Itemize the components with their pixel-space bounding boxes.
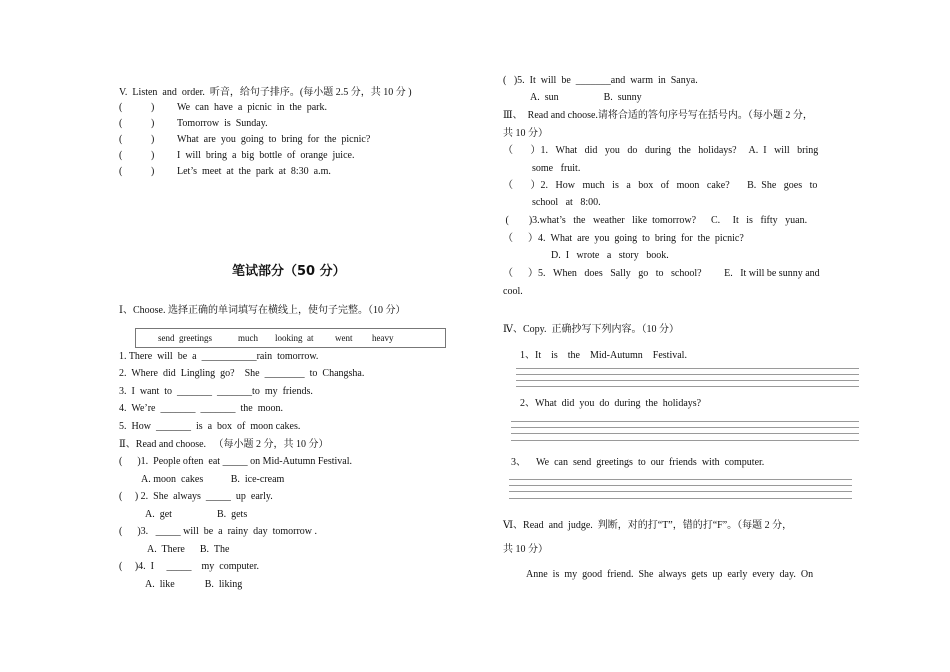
- mc-question: ( )5. It will be _______and warm in Sanya.: [503, 75, 698, 86]
- answer-paren-close: ): [151, 102, 155, 113]
- mc-options: A. sun B. sunny: [530, 92, 642, 103]
- fill-in-question: 1. There will be a ___________rain tomorrow.: [119, 351, 319, 362]
- list-item: Tomorrow is Sunday.: [177, 118, 268, 129]
- judge-heading-score: 共 10 分）: [503, 544, 548, 555]
- copy-sentence: 1、It is the Mid-Autumn Festival.: [520, 350, 687, 361]
- match-line: （ ）2. How much is a box of moon cake? B. She goes to: [503, 180, 818, 191]
- match-line: some fruit.: [532, 163, 581, 174]
- answer-paren-close: ): [151, 150, 155, 161]
- copy-sentence: 2、What did you do during the holidays?: [520, 398, 702, 409]
- word-bank: [135, 328, 446, 348]
- answer-paren-open: (: [119, 118, 123, 129]
- fill-in-question: 3. I want to _______ _______to my friends.: [119, 386, 313, 397]
- writing-line[interactable]: [516, 374, 859, 375]
- fill-in-question: 2. Where did Lingling go? She ________ to Changsha.: [119, 368, 365, 379]
- match-line: D. I wrote a story book.: [551, 250, 669, 261]
- list-item: Let’s meet at the park at 8:30 a.m.: [177, 166, 331, 177]
- match-heading-score: 共 10 分）: [503, 128, 548, 139]
- writing-line[interactable]: [511, 421, 859, 422]
- match-line: school at 8:00.: [532, 197, 601, 208]
- answer-paren-open: (: [119, 134, 123, 145]
- word-bank-item: heavy: [372, 333, 394, 343]
- copy-heading: Ⅳ、Copy. 正确抄写下列内容。（10 分）: [503, 324, 680, 335]
- listen-order-heading: V. Listen and order. 听音，给句子排序。(每小题 2.5 分，共 10 分 ): [119, 87, 412, 98]
- word-bank-item: looking at: [275, 333, 314, 343]
- fill-in-question: 5. How _______ is a box of moon cakes.: [119, 421, 301, 432]
- mc-question: ( )1. People often eat _____ on Mid-Autumn Festival.: [119, 456, 353, 467]
- mc-question: ( )4. I _____ my computer.: [119, 561, 259, 572]
- writing-line[interactable]: [509, 498, 852, 499]
- writing-line[interactable]: [509, 479, 852, 480]
- judge-heading: Ⅵ、Read and judge. 判断，对的打“T”，错的打“F”。（每题 2 分，: [503, 520, 793, 531]
- writing-line[interactable]: [516, 368, 859, 369]
- mc-options: A. get B. gets: [145, 509, 248, 520]
- writing-line[interactable]: [511, 427, 859, 428]
- answer-paren-close: ): [151, 118, 155, 129]
- writing-line[interactable]: [511, 440, 859, 441]
- mc-options: A. There B. The: [147, 544, 230, 555]
- match-line: （ ）1. What did you do during the holidays? A. I will bring: [503, 145, 819, 156]
- reading-passage: Anne is my good friend. She always gets up early every day. On: [526, 569, 814, 580]
- answer-paren-open: (: [119, 102, 123, 113]
- list-item: I will bring a big bottle of orange juice.: [177, 150, 355, 161]
- answer-paren-open: (: [119, 150, 123, 161]
- fill-in-question: 4. We’re _______ _______ the moon.: [119, 403, 283, 414]
- list-item: We can have a picnic in the park.: [177, 102, 327, 113]
- answer-paren-open: (: [119, 166, 123, 177]
- match-heading: Ⅲ、 Read and choose.请将合适的答句序号写在括号内。（每小题 2 分，: [503, 110, 813, 121]
- read-choose-heading: Ⅱ、Read and choose. （每小题 2 分，共 10 分）: [119, 439, 329, 450]
- writing-line[interactable]: [516, 386, 859, 387]
- match-line: （ ）5. When does Sally go to school? E. It will be sunny and: [503, 268, 820, 279]
- word-bank-item: went: [335, 333, 353, 343]
- writing-line[interactable]: [509, 491, 852, 492]
- mc-question: ( )3. _____ will be a rainy day tomorrow .: [119, 526, 318, 537]
- choose-heading: Ⅰ、Choose. 选择正确的单词填写在横线上，使句子完整。（10 分）: [119, 305, 406, 316]
- writing-line[interactable]: [516, 380, 859, 381]
- match-line: ( )3.what’s the weather like tomorrow? C. It is fifty yuan.: [503, 215, 808, 226]
- word-bank-item: much: [238, 333, 258, 343]
- list-item: What are you going to bring for the picnic?: [177, 134, 371, 145]
- word-bank-item: send greetings: [158, 333, 212, 343]
- mc-options: A. moon cakes B. ice-cream: [141, 474, 285, 485]
- written-part-title: 笔试部分（50 分）: [232, 264, 346, 279]
- writing-line[interactable]: [509, 485, 852, 486]
- answer-paren-close: ): [151, 134, 155, 145]
- match-line: （ ）4. What are you going to bring for the picnic?: [503, 233, 744, 244]
- answer-paren-close: ): [151, 166, 155, 177]
- writing-line[interactable]: [511, 433, 859, 434]
- mc-options: A. like B. liking: [145, 579, 243, 590]
- copy-sentence: 3、 We can send greetings to our friends with computer.: [511, 457, 765, 468]
- mc-question: ( ) 2. She always _____ up early.: [119, 491, 273, 502]
- match-line: cool.: [503, 286, 523, 297]
